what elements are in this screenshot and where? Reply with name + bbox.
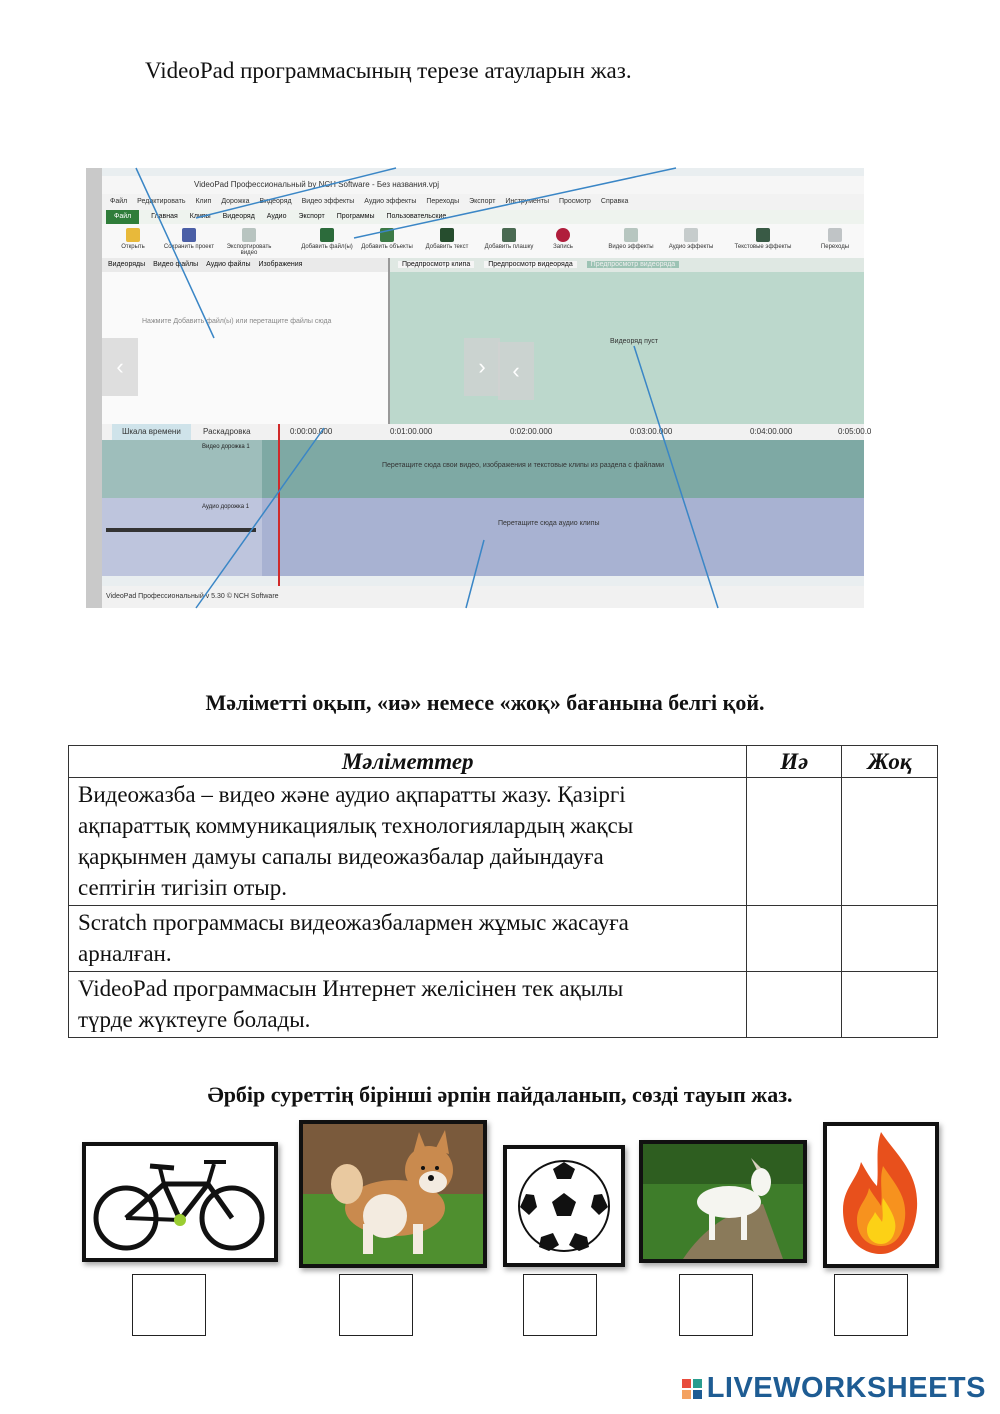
header-no: Жоқ [842, 746, 938, 778]
tool-record: Запись [534, 228, 592, 250]
table-header-row [69, 746, 938, 778]
header-yes: Иә [747, 746, 842, 778]
answer-box[interactable] [523, 1274, 597, 1336]
menu-item: Видео эффекты [301, 198, 355, 205]
menu-item: Экспорт [469, 198, 496, 205]
time-mark: 0:04:00.000 [750, 427, 793, 436]
tool-audio-effects: Аудио эффекты [662, 228, 720, 250]
time-mark: 0:01:00.000 [390, 427, 433, 436]
facts-table [68, 745, 938, 1038]
videopad-screenshot [86, 168, 872, 608]
ribbon-tab: Видеоряд [222, 213, 255, 220]
bicycle-icon [82, 1142, 278, 1262]
media-tab: Видеоряды [108, 261, 146, 268]
answer-box[interactable] [834, 1274, 908, 1336]
logo-icon [681, 1378, 703, 1400]
menu-item: Клип [195, 198, 212, 205]
menu-item: Переходы [426, 198, 460, 205]
ribbon-tab: Экспорт [298, 213, 325, 220]
media-tab: Аудио файлы [206, 261, 251, 268]
brand-text: LIVEWORKSHEETS [706, 1372, 986, 1404]
tool-export: Экспортировать видео [220, 228, 278, 256]
ribbon-tab: Программы [336, 213, 375, 220]
answer-box[interactable] [132, 1274, 206, 1336]
tool-text-effects: Текстовые эффекты [734, 228, 792, 250]
fact-text: Scratch программасы видеожазбалармен жұмыс жасауға арналған. [69, 906, 747, 972]
time-mark: 0:02:00.000 [510, 427, 553, 436]
chevron-right-icon: › [464, 338, 500, 396]
status-bar: VideoPad Профессиональный v 5.30 © NCH Software [102, 586, 864, 608]
goat-icon [639, 1140, 807, 1263]
window-title: VideoPad Профессиональный by NCH Software - Без названия.vpj [194, 180, 439, 189]
tool-add-plate: Добавить плашку [480, 228, 538, 250]
time-mark: 0:03:00.000 [630, 427, 673, 436]
video-track-header: Видео дорожка 1 [102, 440, 262, 498]
ribbon-tab: Главная [151, 213, 178, 220]
dog-icon [299, 1120, 487, 1268]
ribbon-tab: Аудио [266, 213, 287, 220]
preview-tab: Предпросмотр клипа [398, 261, 474, 268]
no-cell[interactable] [842, 778, 938, 906]
liveworksheets-logo [681, 1372, 986, 1405]
header-facts: Мәліметтер [69, 746, 747, 778]
table-row [69, 778, 938, 906]
chevron-left-icon: ‹ [102, 338, 138, 396]
menu-item: Справка [600, 198, 629, 205]
preview-empty-text: Видеоряд пуст [610, 338, 659, 345]
media-tab: Видео файлы [153, 261, 199, 268]
task1-title: VideoPad программасының терезе атауларын жаз. [145, 58, 632, 83]
tool-video-effects: Видео эффекты [602, 228, 660, 250]
yes-cell[interactable] [747, 972, 842, 1038]
media-hint: Нажмите Добавить файл(ы) или перетащите файлы сюда [142, 318, 332, 325]
menu-item: Просмотр [558, 198, 591, 205]
audio-track-hint: Перетащите сюда аудио клипы [498, 520, 600, 527]
tool-transitions: Переходы [806, 228, 864, 250]
fire-icon [823, 1122, 939, 1268]
time-mark: 0:00:00.000 [290, 427, 333, 436]
tool-add-text: Добавить текст [418, 228, 476, 250]
time-mark: 0:05:00.0 [838, 427, 872, 436]
fact-text: Видеожазба – видео және аудио ақпаратты жазу. Қазіргі ақпараттық коммуникациялық технологиялардың жақсы қарқынмен дамуы сапалы видеожазбалар дайындауға септігін тигізіп отыр. [69, 778, 747, 906]
chevron-left-icon: ‹ [498, 342, 534, 400]
football-icon [503, 1145, 625, 1267]
video-track-hint: Перетащите сюда свои видео, изображения и текстовые клипы из раздела с файлами [382, 462, 664, 469]
yes-cell[interactable] [747, 906, 842, 972]
answer-box[interactable] [339, 1274, 413, 1336]
preview-tab: Предпросмотр видеоряда [587, 261, 680, 268]
table-row [69, 972, 938, 1038]
menu-item: Дорожка [221, 198, 250, 205]
menu-item: Редактировать [137, 198, 186, 205]
ribbon-tab: Клипы [189, 213, 211, 220]
preview-tab: Предпросмотр видеоряда [484, 261, 577, 268]
menu-item: Аудио эффекты [364, 198, 417, 205]
tool-open: Открыть [104, 228, 162, 250]
media-tab: Изображения [258, 261, 303, 268]
yes-cell[interactable] [747, 778, 842, 906]
answer-box[interactable] [679, 1274, 753, 1336]
task3-title: Әрбір суреттің бірінші әрпін пайдаланып, сөзді тауып жаз. [207, 1082, 793, 1107]
tool-add-files: Добавить файл(ы) [298, 228, 356, 250]
storyboard-tab: Раскадровка [203, 427, 251, 436]
menu-item: Видеоряд [259, 198, 292, 205]
tool-save: Сохранить проект [160, 228, 218, 250]
task2-title: Мәліметті оқып, «иә» немесе «жоқ» бағанына белгі қой. [205, 690, 765, 715]
pointer-arrows [86, 168, 864, 608]
audio-track-header: Аудио дорожка 1 [102, 498, 262, 576]
table-row [69, 906, 938, 972]
menu-item: Файл [110, 198, 128, 205]
ribbon-tab: Пользовательские [386, 213, 447, 220]
tool-add-objects: Добавить объекты [358, 228, 416, 250]
timeline-tab: Шкала времени [112, 424, 191, 440]
no-cell[interactable] [842, 972, 938, 1038]
menu-item: Инструменты [505, 198, 550, 205]
fact-text: VideoPad программасын Интернет желісінен тек ақылы түрде жүктеуге болады. [69, 972, 747, 1038]
ribbon-tab-file: Файл [106, 210, 139, 224]
no-cell[interactable] [842, 906, 938, 972]
